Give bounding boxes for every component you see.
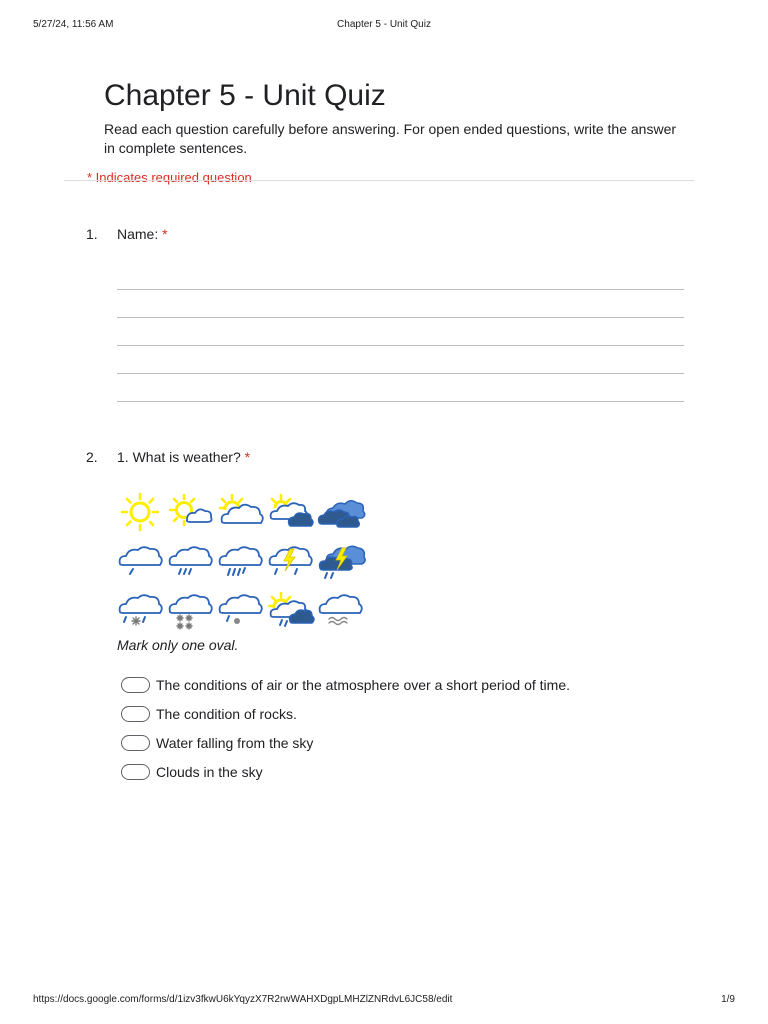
heavy-rain-icon xyxy=(217,540,267,586)
answer-line[interactable] xyxy=(117,345,684,346)
sun-icon xyxy=(117,490,167,536)
print-page-title: Chapter 5 - Unit Quiz xyxy=(337,19,431,30)
snow-rain-icon xyxy=(117,590,167,636)
question-1-label xyxy=(117,226,168,242)
answer-line[interactable] xyxy=(117,401,684,402)
sun-cloud-icon xyxy=(167,490,217,536)
snow-icon xyxy=(167,590,217,636)
fog-icon xyxy=(317,590,367,636)
hail-icon xyxy=(217,590,267,636)
question-1-number: 1. xyxy=(86,226,98,242)
print-datetime: 5/27/24, 11:56 AM xyxy=(33,19,114,30)
option-3[interactable] xyxy=(121,734,313,752)
option-4[interactable] xyxy=(121,763,263,781)
question-1-text: Name: xyxy=(117,226,159,242)
header-divider xyxy=(64,180,694,181)
rain-icon xyxy=(167,540,217,586)
radio-oval[interactable] xyxy=(121,735,150,751)
page-number: 1/9 xyxy=(721,994,735,1005)
thunderstorm-icon xyxy=(267,540,317,586)
weather-symbols-image xyxy=(117,490,367,635)
form-description: Read each question carefully before answering. For open ended questions, write the answer in complete sentences. xyxy=(104,121,677,156)
question-2-hint: Mark only one oval. xyxy=(117,637,239,653)
answer-line[interactable] xyxy=(117,289,684,290)
option-label: The conditions of air or the atmosphere over a short period of time. xyxy=(156,677,570,693)
question-1-required-mark: * xyxy=(162,226,168,242)
radio-oval[interactable] xyxy=(121,764,150,780)
dark-cloud-sun-icon xyxy=(267,490,317,536)
print-url: https://docs.google.com/forms/d/1izv3fkwU6kYqyzX7R2rwWAHXDgpLMHZlZNRdvL6JC58/edit xyxy=(33,994,453,1005)
question-2-text: 1. What is weather? xyxy=(117,449,241,465)
drizzle-icon xyxy=(117,540,167,586)
sun-dark-rain-icon xyxy=(267,590,317,636)
option-2[interactable] xyxy=(121,705,297,723)
answer-line[interactable] xyxy=(117,317,684,318)
question-2-number: 2. xyxy=(86,449,98,465)
question-2-label xyxy=(117,449,250,465)
radio-oval[interactable] xyxy=(121,706,150,722)
required-note: * Indicates required question xyxy=(87,170,252,185)
question-2-required-mark: * xyxy=(244,449,251,465)
answer-line[interactable] xyxy=(117,373,684,374)
dark-thunderstorm-icon xyxy=(317,540,367,586)
dark-clouds-icon xyxy=(317,490,367,536)
option-label: The condition of rocks. xyxy=(156,706,297,722)
option-label: Clouds in the sky xyxy=(156,764,263,780)
sun-cloud-large-icon xyxy=(217,490,267,536)
option-label: Water falling from the sky xyxy=(156,735,314,751)
option-1[interactable] xyxy=(121,676,570,694)
form-title: Chapter 5 - Unit Quiz xyxy=(104,79,386,112)
radio-oval[interactable] xyxy=(121,677,150,693)
